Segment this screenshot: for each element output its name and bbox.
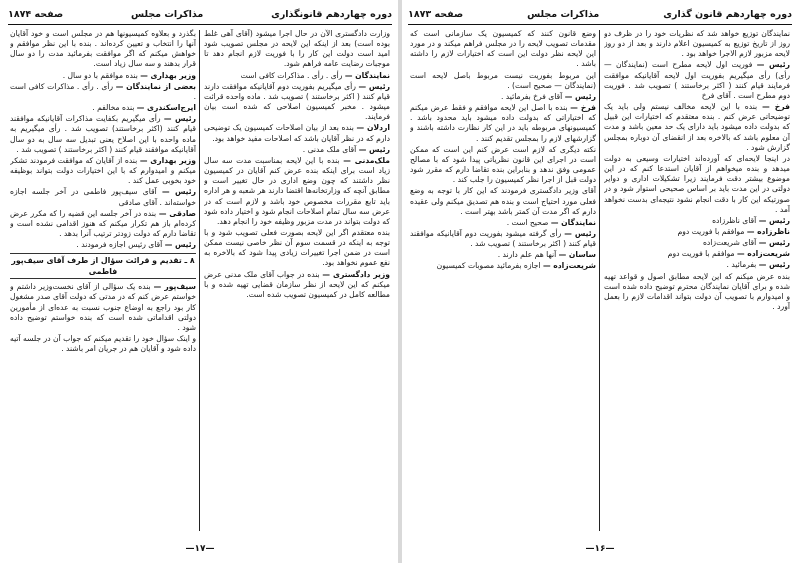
paragraph-text: اجازه بفرمائید مصوبات کمیسیون: [436, 261, 541, 271]
speaker-name: ساسان —: [558, 250, 596, 260]
transcript-paragraph: [410, 92, 596, 102]
speaker-name: رئیس —: [564, 228, 596, 238]
speaker-name: رئیس —: [358, 81, 390, 91]
transcript-paragraph: [410, 229, 596, 249]
right-center-title: مذاکرات مجلس: [527, 8, 600, 20]
paragraph-text: صحیح است .: [506, 217, 549, 227]
speaker-name: وزیر بهداری —: [139, 155, 196, 165]
transcript-paragraph: [604, 249, 790, 259]
transcript-paragraph: [204, 82, 390, 123]
transcript-paragraph: [604, 272, 790, 313]
transcript-paragraph: [10, 114, 196, 155]
speaker-name: ملک‌مدنی —: [343, 155, 390, 165]
paragraph-text: آقای فرخ بفرمائید .: [500, 91, 563, 101]
speaker-name: رئیس —: [564, 91, 596, 101]
left-page-label: صفحه ۱۸۷۴: [8, 8, 64, 20]
transcript-paragraph: [410, 218, 596, 228]
right-column-divider: [599, 30, 600, 531]
speaker-name: فرخ —: [762, 102, 790, 112]
speaker-name: سیف‌پور —: [153, 282, 196, 292]
paragraph-text: آقای رئیس اجازه فرمودند .: [76, 240, 163, 250]
speaker-name: رئیس —: [163, 114, 196, 124]
left-page-column-right: [204, 29, 390, 533]
paragraph-text: موافقم با فوریت دوم: [677, 226, 745, 236]
left-page-folio: —۱۷—: [185, 544, 215, 554]
paragraph-text: بنده عرض میکنم که این لایحه مطابق اصول و قواعد تهیه شده و برای آقایان نمایندگان محترم توضیح داده شده است و امیدوارم با تصویب آن دولت بتواند اقدامات لازم را بعمل آورد .: [604, 271, 790, 312]
paragraph-text: رأی میگیریم بفوریت دوم آقایانیکه موافقت دارند قیام کنند ( اکثر برخاستند ) تصویب شد . ماده واحده قرائت میشود . مخبر کمیسیون اصلاحی که شده است بیان فرمایند.: [204, 81, 390, 122]
speaker-name: وزیر بهداری —: [140, 70, 196, 80]
paragraph-text: بنده از آقایان که موافقت فرمودند تشکر میکنم و امیدوارم که با این اختیارات دولت بتواند بوظیفه خود بخوبی عمل کند .: [10, 155, 196, 186]
left-page-header: [8, 6, 392, 22]
transcript-paragraph: [204, 270, 390, 300]
speaker-name: نمایندگان —: [344, 70, 390, 80]
speaker-name: ناظرزاده —: [746, 226, 790, 236]
speaker-name: رئیس —: [756, 60, 790, 70]
paragraph-text: موافقم با فوریت دوم: [667, 249, 735, 259]
paragraph-text: بنده با این لایحه بمناسبت مدت سه سال زیاد است برای اینکه بنده عرض کنم آقایان در کمیسیون نظر داشتند که چون وضع اداری در حال تغییر است و مطابق آنچه که وزارتخانه‌ها اقتضا دارند هر شعبه و هر اداره باید تابع مقررات مخصوص خود باشد و لازم است که در عرض سه سال تمام اصلاحات انجام شود و اختیار داده شود که دولت بتواند در مدت مزبور وظیفه خود را انجام دهد.: [204, 155, 390, 226]
transcript-paragraph: [410, 71, 596, 91]
paragraph-text: فوریت اول لایحه مطرح است (نمایندگان — رأی) رأی میگیریم بفوریت اول لایحه آقایانیکه موافقت فرمایند قیام کنند ( اکثر برخاستند ) تصویب شد . فوریت دوم مطرح است . آقای فرخ: [604, 60, 790, 100]
paragraph-text: رأی گرفته میشود بفوریت دوم آقایانیکه موافقند قیام کنند ( اکثر برخاستند ) تصویب شد .: [410, 228, 596, 249]
transcript-paragraph: [204, 29, 390, 70]
transcript-paragraph: [410, 186, 596, 216]
paragraph-text: رأی . رأی . مذاکرات کافی است .: [10, 81, 196, 101]
left-header-rule: [8, 24, 392, 25]
transcript-paragraph: [10, 156, 196, 186]
paragraph-text: آقای ناظرزاده: [712, 215, 757, 225]
paragraph-text: بنده با این لایحه مخالف نیستم ولی باید یک توضیحاتی عرض کنم . بنده معتقدم که اختیارات این قبیل که بدولت داده میشود باید دارای یک حد معین باشد و مدت آن معلوم باشد که بالاخره بعد از انقضای آن دوباره بمجلس گزارش شود .: [604, 102, 790, 152]
speaker-name: صادقی —: [158, 208, 196, 218]
speaker-name: رئیس —: [161, 187, 196, 197]
transcript-paragraph: [410, 250, 596, 260]
transcript-paragraph: [10, 29, 196, 70]
paragraph-text: بنده در جواب آقای ملک مدنی عرض میکنم که این لایحه از نظر سازمان قضایی تهیه شده و با مطالعه کامل در کمیسیون تصویب شده است.: [204, 269, 390, 299]
right-page-column-right: [604, 29, 790, 533]
paragraph-text: در اینجا لایحه‌ای که آورده‌اند اختیارات وسیعی به دولت میدهد و بنده میخواهم از آقایان استدعا کنم که در این موضوع بیشتر دقت فرمایند زیرا تشکیلات اداری و دوایر دولتی در این مدت باید بر اساس صحیحی استوار شود و در صورتیکه این کار با دقت انجام نشود نتیجه‌ای بدست نخواهد آمد .: [604, 153, 790, 214]
transcript-paragraph: [10, 82, 196, 102]
transcript-paragraph: [604, 154, 790, 215]
transcript-paragraph: [10, 240, 196, 250]
speaker-name: فرخ —: [570, 103, 596, 113]
transcript-paragraph: [10, 187, 196, 207]
left-page-column-left: [10, 29, 196, 533]
transcript-paragraph: [604, 29, 790, 59]
speaker-name: ایرج‌اسکندری —: [136, 103, 196, 113]
paragraph-text: نکته دیگری که لازم است عرض کنم این است که ممکن است در اجرای این قانون نظریاتی پیدا شود که با مصالح عمومی وفق ندهد و بنابراین بنده تقاضا دارم که مقرر شود دولت قبل از اجرا نظر کمیسیون را جلب کند .: [410, 144, 596, 185]
speaker-name: رئیس —: [358, 144, 390, 154]
paragraph-text: رأی . رأی . مذاکرات کافی است: [240, 70, 343, 80]
paragraph-text: این مربوط بفوریت نیست مربوط باصل لایحه است (نمایندگان — صحیح است) .: [410, 70, 596, 90]
transcript-paragraph: [410, 261, 596, 271]
paragraph-text: بنده مخالفم .: [92, 103, 135, 113]
transcript-paragraph: [10, 103, 196, 113]
transcript-paragraph: [410, 145, 596, 186]
transcript-paragraph: [604, 102, 790, 153]
paragraph-text: آقای سیف‌پور فاطمی در آخر جلسه اجازه خواسته‌اند . آقای صادقی: [10, 187, 196, 207]
speaker-name: شریعت‌زاده —: [737, 249, 790, 259]
paragraph-text: آقای وزیر دادگستری فرمودند که این کار با توجه به وضع فعلی مورد احتیاج است و بنده هم تصدیق میکنم ولی عقیده دارم که اگر مدت آن کمتر باشد بهتر است .: [410, 186, 596, 216]
transcript-paragraph: [204, 71, 390, 81]
transcript-paragraph: [10, 282, 196, 333]
transcript-paragraph: [604, 238, 790, 248]
paragraph-text: بنده یک سؤالی از آقای نخست‌وزیر داشتم و خواستم عرض کنم که در مدتی که دولت آقای صدر مشغول کار بود راجع به اوضاع جنوب نسبت به عده‌ای از مأمورین دولتی اقداماتی شده است که بنده خواستم توضیح داده شود .: [10, 282, 196, 332]
paragraph-text: وضع قانون کنند که کمیسیون یک سازمانی است که مقدمات تصویب لایحه را در مجلس فراهم میکند و در مورد این لایحه نظر دولت این است که اختیارات لازم را داشته باشد .: [410, 29, 596, 69]
paragraph-text: بنده بعد از بیان اصلاحات کمیسیون یک توضیحی دارم که در نظر آقایان باشد که اصلاحات مفید خواهد بود.: [204, 123, 390, 143]
paragraph-text: بنده معتقدم اگر این لایحه بصورت فعلی تصویب شود و با توجه به اینکه در قسمت سوم آن نظر خاصی نیست ممکن است در ضمن اجرا تغییرات زیادی پیدا شود که بالاخره به نفع عموم نخواهد بود.: [204, 227, 390, 268]
transcript-paragraph: [10, 209, 196, 239]
transcript-paragraph: [10, 334, 196, 354]
speaker-name: اردلان —: [356, 123, 390, 133]
speaker-name: رئیس —: [758, 238, 790, 248]
right-page-label: صفحه ۱۸۷۳: [408, 8, 464, 20]
right-page-folio: —۱۶—: [585, 544, 615, 554]
transcript-paragraph: [604, 216, 790, 226]
transcript-paragraph: [204, 228, 390, 269]
paragraph-text: آنها هم علم دارند .: [497, 250, 557, 260]
speaker-name: شریعت‌زاده —: [543, 261, 596, 271]
speaker-name: رئیس —: [758, 215, 790, 225]
right-session-label: دوره چهاردهم قانون گذاری: [663, 8, 792, 20]
paragraph-text: بنده موافقم با دو سال .: [62, 70, 138, 80]
left-center-title: مذاکرات مجلس: [131, 8, 204, 20]
paragraph-text: بفرمائید .: [726, 260, 757, 270]
speaker-name: نمایندگان —: [550, 217, 596, 227]
right-header-rule: [408, 24, 792, 25]
transcript-paragraph: [604, 60, 790, 101]
transcript-paragraph: [204, 145, 390, 155]
left-session-label: دوره چهاردهم قانونگذاری: [271, 8, 392, 20]
paragraph-text: رأی میگیریم بکفایت مذاکرات آقایانیکه موافقند قیام کنند (اکثر برخاستند) تصویب شد . رأی میگیریم به ماده واحده با این اصلاح یعنی تبدیل سه سال به دو سال آقایانیکه موافقند قیام کنند ( اکثر برخاستند ) تصویب شد .: [10, 114, 196, 154]
paragraph-text: و اینک سؤال خود را تقدیم میکنم که جواب آن در جلسه آتیه داده شود و آقایان هم در جریان امر باشند .: [10, 334, 196, 354]
speaker-name: بعضی از نمایندگان —: [115, 81, 196, 91]
section-heading: ۸ ـ تقدیم و قرائت سؤال از طرف آقای سیف‌پور فاطمی: [10, 253, 196, 279]
transcript-paragraph: [410, 29, 596, 70]
paragraph-text: وزارت دادگستری الآن در حال اجرا میشود (آقای آهی غلط بوده است) بعد از اینکه این لایحه در مجلس تصویب شود امید است دولت این کار را با فوریت لازم انجام دهد تا موجبات رضایت عامه فراهم شود.: [204, 29, 390, 69]
paragraph-text: آقای شریعت‌زاده: [702, 238, 757, 248]
paragraph-text: آقای ملک مدنی .: [302, 144, 357, 154]
left-column-divider: [199, 30, 200, 531]
transcript-paragraph: [410, 103, 596, 144]
right-page-header: [408, 6, 792, 22]
left-page: [2, 0, 398, 563]
right-page-column-left: [410, 29, 596, 533]
paragraph-text: بنده در آخر جلسه این قضیه را که مکرر عرض کرده‌ام باز هم تکرار میکنم که هنوز اقدامی نشده است و تقاضا دارم که دولت زودتر ترتیب آنرا بدهد .: [10, 208, 196, 238]
paragraph-text: نمایندگان توزیع خواهد شد که نظریات خود را در ظرف دو روز از تاریخ توزیع به کمیسیون اعلام دارند و بعد از دو روز لایحه مزبور لازم الاجرا خواهد بود .: [604, 29, 790, 59]
transcript-paragraph: [604, 227, 790, 237]
paragraph-text: بگذرد و بعلاوه کمیسیونها هم در مجلس است و خود آقایان آنها را انتخاب و تعیین کرده‌اند . بنده با این نظر موافقم و خواهش میکنم که اگر موافقت بفرمائید مدت را دو سال قرار بدهند و سه سال زیاد است.: [10, 29, 196, 69]
speaker-name: وزیر دادگستری —: [322, 269, 390, 279]
right-page: [402, 0, 798, 563]
speaker-name: رئیس —: [164, 240, 196, 250]
transcript-paragraph: [10, 71, 196, 81]
transcript-paragraph: [204, 123, 390, 143]
paragraph-text: بنده با اصل این لایحه موافقم و فقط عرض میکنم که اختیاراتی که بدولت داده میشود باید محدود باشد . کمیسیونهای مربوطه باید در این کار نظارت داشته باشند و گزارشهای لازم را بمجلس تقدیم کنند .: [410, 103, 596, 143]
speaker-name: رئیس —: [758, 260, 790, 270]
transcript-paragraph: [204, 156, 390, 227]
transcript-paragraph: [604, 260, 790, 270]
